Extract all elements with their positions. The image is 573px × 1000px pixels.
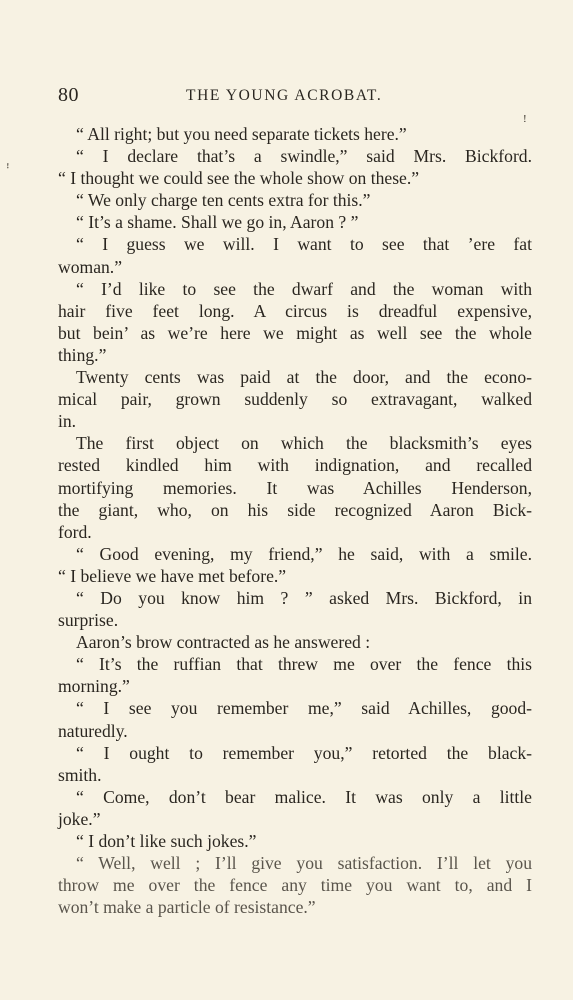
text-line: smith. [58, 764, 102, 785]
text-line: the giant, who, on his side recognized Aaron Bick- [58, 499, 532, 520]
text-line: mical pair, grown suddenly so extravagant, walked [58, 389, 532, 410]
text-line: “ I ought to remember you,” retorted the black- [76, 742, 532, 763]
text-line: joke.” [58, 808, 101, 829]
running-title: THE YOUNG ACROBAT. [186, 87, 383, 104]
text-line: naturedly. [58, 720, 128, 741]
text-line: “ It’s the ruffian that threw me over the fence this [76, 654, 532, 675]
margin-mark-right: ǃ [523, 113, 527, 125]
text-line: mortifying memories. It was Achilles Henderson, [58, 477, 532, 498]
text-line: “ We only charge ten cents extra for this.” [76, 190, 371, 211]
text-line: ford. [58, 521, 92, 542]
text-line: “ I believe we have met before.” [58, 565, 287, 586]
text-line: The first object on which the blacksmith’s eyes [76, 433, 532, 454]
text-line: but bein’ as we’re here we might as well see the whole [58, 322, 532, 343]
text-line: won’t make a particle of resistance.” [58, 897, 316, 918]
text-line: “ Do you know him ? ” asked Mrs. Bickford, in [76, 587, 532, 608]
text-line: “ Good evening, my friend,” he said, with a smile. [76, 543, 532, 564]
text-line: thing.” [58, 344, 107, 365]
text-line: in. [58, 411, 77, 432]
text-line: hair five feet long. A circus is dreadful expensive, [58, 300, 532, 321]
text-line: “ I’d like to see the dwarf and the woman with [76, 278, 532, 299]
text-line: “ Well, well ; I’ll give you satisfaction. I’ll let you [76, 853, 532, 874]
text-line: “ Come, don’t bear malice. It was only a little [76, 786, 532, 807]
text-line: rested kindled him with indignation, and recalled [58, 455, 532, 476]
text-line: throw me over the fence any time you want to, and I [58, 875, 532, 896]
page-number: 80 [58, 84, 79, 106]
body-text [58, 123, 532, 918]
text-line: “ I see you remember me,” said Achilles, good- [76, 698, 532, 719]
text-line: morning.” [58, 676, 130, 697]
text-line: surprise. [58, 610, 119, 631]
text-line: “ It’s a shame. Shall we go in, Aaron ? ” [76, 212, 359, 233]
text-line: “ I don’t like such jokes.” [76, 831, 257, 851]
text-line: Twenty cents was paid at the door, and the econo- [76, 367, 532, 388]
text-line: woman.” [58, 256, 123, 277]
text-line: “ I thought we could see the whole show on these.” [58, 168, 420, 189]
text-line: Aaron’s brow contracted as he answered : [76, 632, 371, 653]
text-line: “ All right; but you need separate tickets here.” [76, 124, 407, 144]
text-line: “ I declare that’s a swindle,” said Mrs. Bickford. [76, 146, 532, 167]
margin-mark-left: ꜝ [6, 164, 10, 176]
text-line: “ I guess we will. I want to see that ’ere fat [76, 234, 532, 255]
running-head [58, 84, 532, 106]
